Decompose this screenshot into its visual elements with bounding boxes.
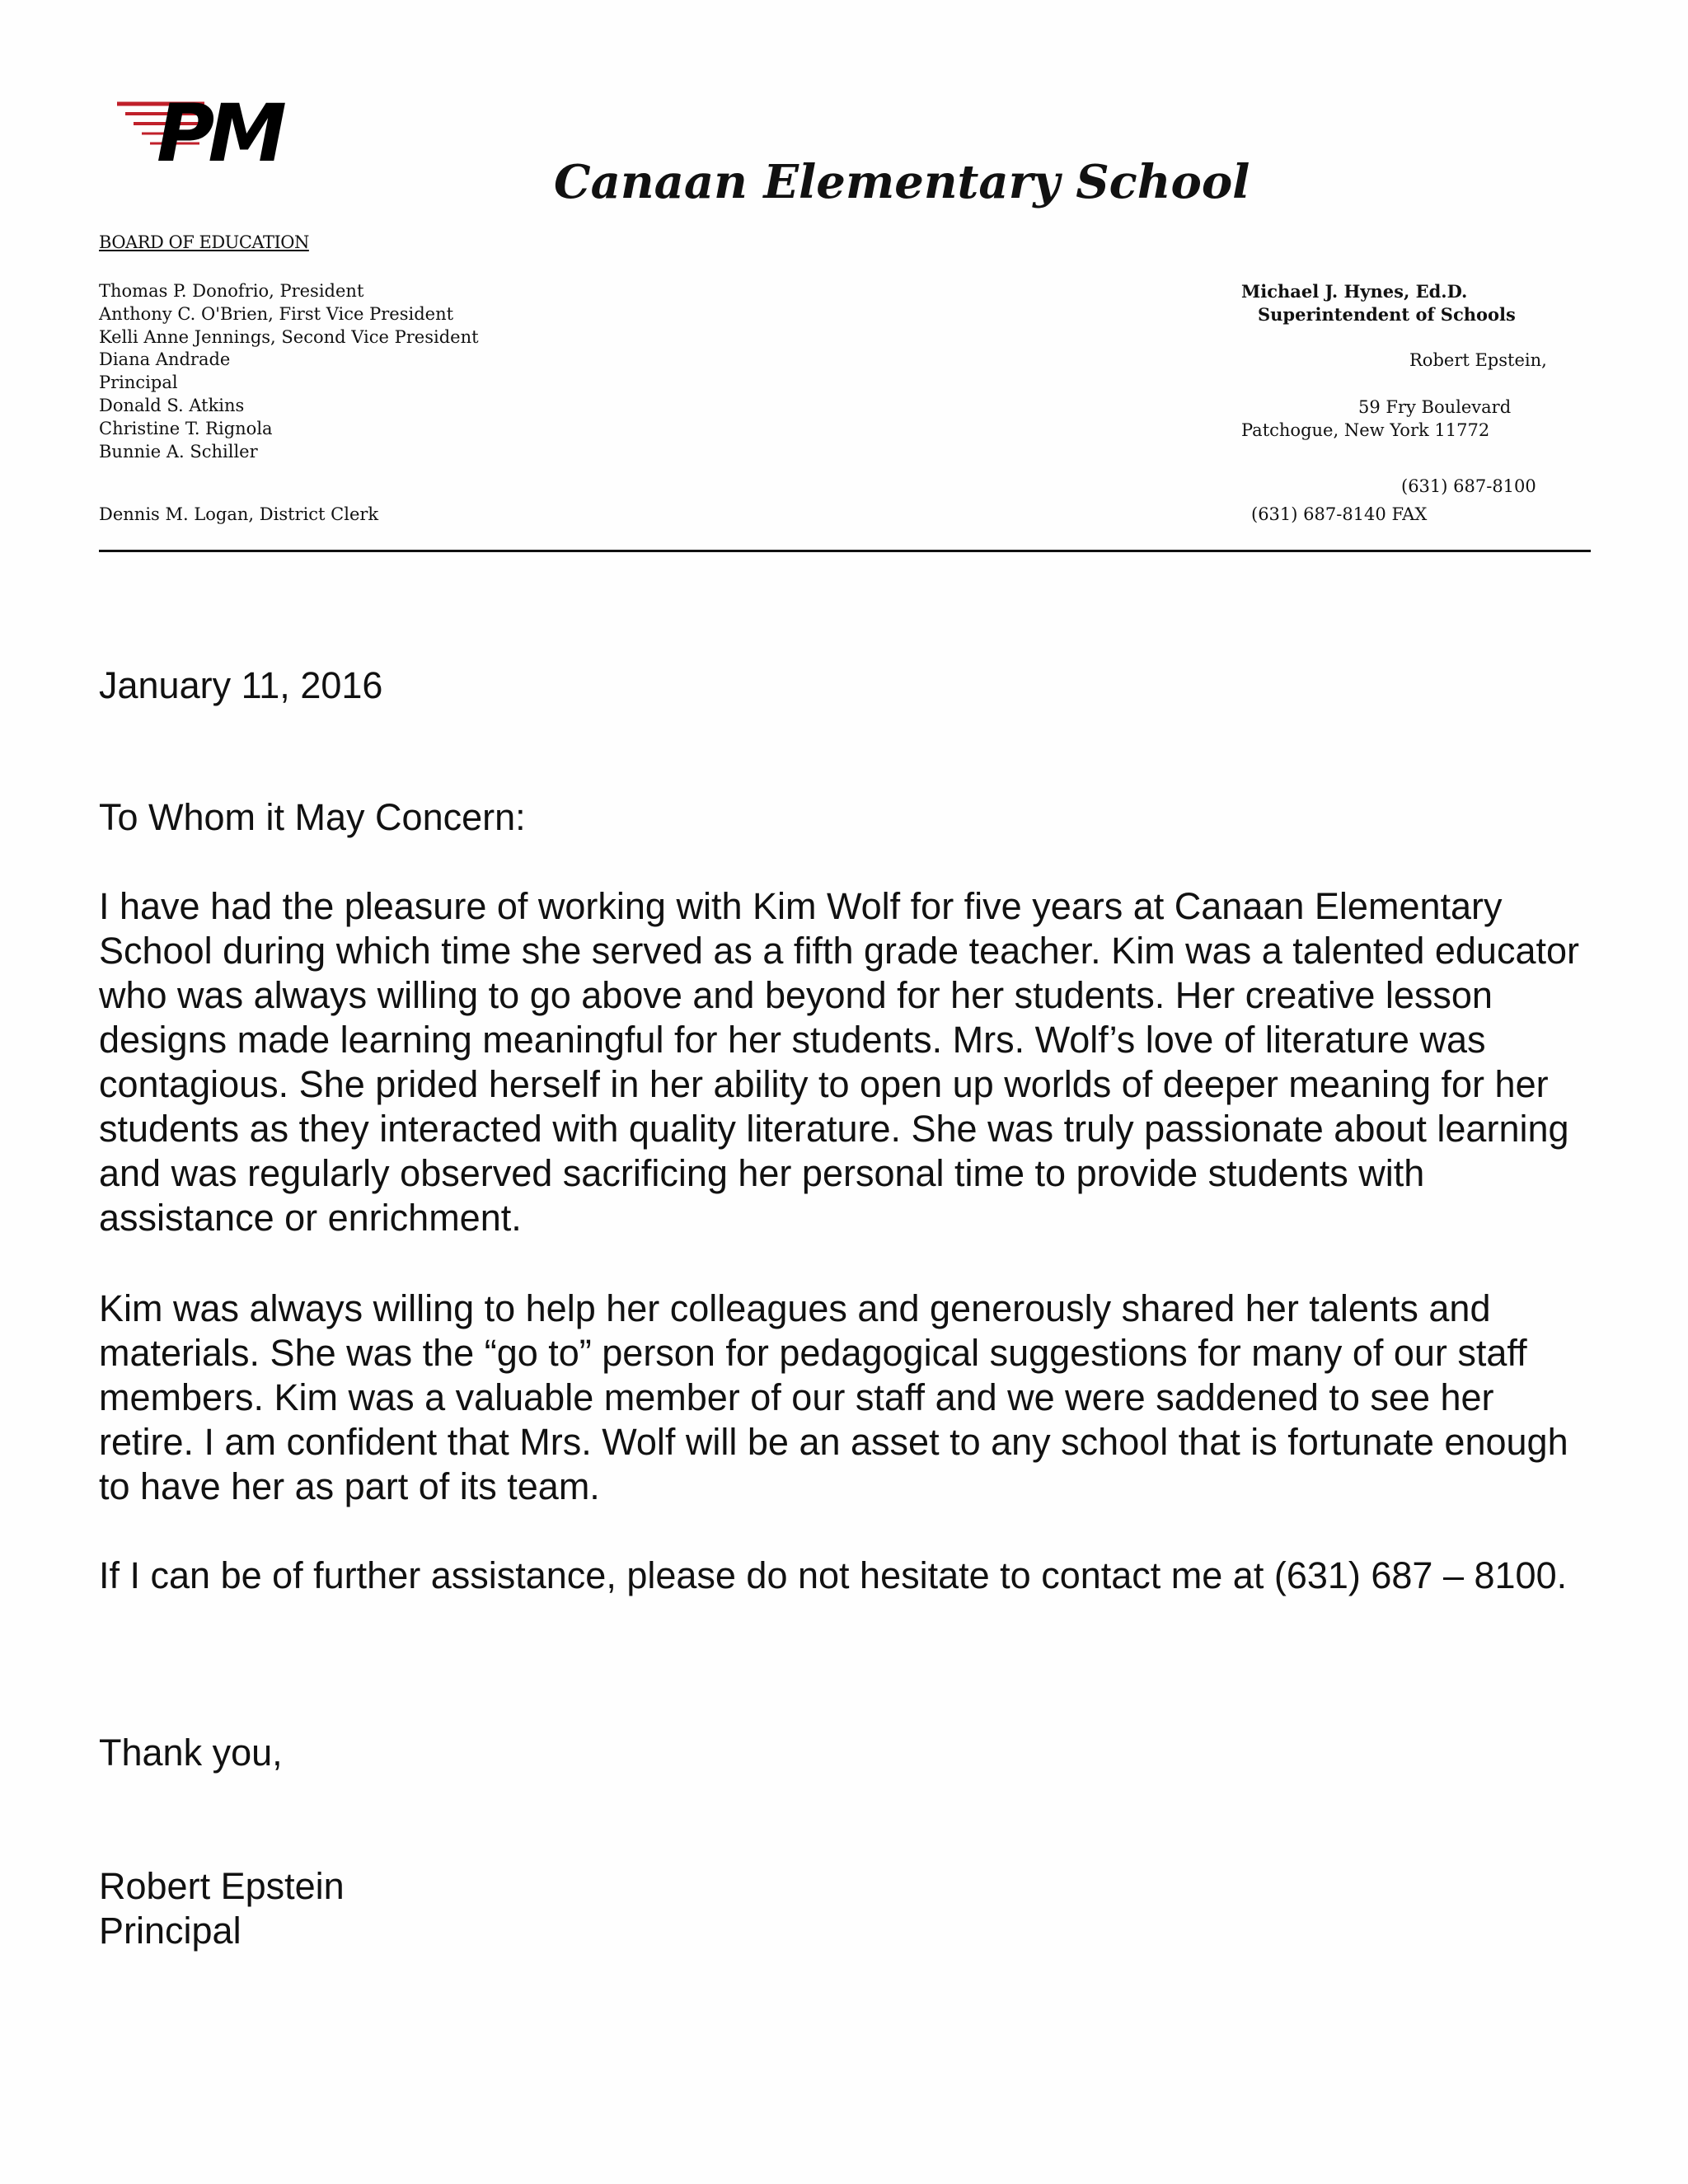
letterhead-divider [99, 550, 1591, 552]
school-name: Canaan Elementary School [554, 155, 1250, 209]
fax-number: (631) 687-8140 FAX [1251, 504, 1428, 524]
phone-number: (631) 687-8100 [1401, 476, 1536, 496]
logo-lettering: PM [157, 87, 280, 180]
board-member: Anthony C. O'Brien, First Vice President [99, 303, 454, 324]
signer-name: Robert Epstein [99, 1865, 345, 1907]
board-member: Thomas P. Donofrio, President [99, 281, 364, 301]
principal-name: Robert Epstein, [1409, 350, 1547, 370]
board-member: Principal [99, 373, 178, 393]
board-member-list [99, 280, 479, 463]
board-member: Christine T. Rignola [99, 418, 273, 438]
letter-paragraph [99, 884, 1599, 1240]
salutation: To Whom it May Concern: [99, 796, 526, 838]
board-title: BOARD OF EDUCATION [99, 232, 309, 252]
paragraph-text: Kim was always willing to help her colleagues and generously shared her talents and materials. She was the “go to” person for pedagogical suggestions for many of our staff members. Kim was a valuable member of our staff and we were saddened to see her retire. I am confident that Mrs. Wolf will be an asset to any school that is fortunate enough to have her as part of its team. [99, 1287, 1568, 1507]
district-logo [114, 87, 328, 180]
superintendent-name: Michael J. Hynes, Ed.D. [1241, 281, 1468, 302]
board-member: Diana Andrade [99, 349, 231, 370]
signer-title: Principal [99, 1910, 241, 1952]
paragraph-text: I have had the pleasure of working with Kim Wolf for five years at Canaan Elementary School during which time she served as a fifth grade teacher. Kim was a talented educator who was always willing to go above and beyond for her students. Her creative lesson designs made learning meaningful for her students. Mrs. Wolf’s love of literature was contagious. She prided herself in her ability to open up worlds of deeper meaning for her students as they interacted with quality literature. She was truly passionate about learning and was regularly observed sacrificing her personal time to provide students with assistance or enrichment. [99, 885, 1580, 1239]
board-member: Kelli Anne Jennings, Second Vice President [99, 326, 479, 347]
letter-paragraph [99, 1554, 1599, 1598]
superintendent-title: Superintendent of Schools [1258, 304, 1516, 325]
street-address: 59 Fry Boulevard [1358, 397, 1512, 417]
city-address: Patchogue, New York 11772 [1241, 420, 1490, 440]
board-member: Donald S. Atkins [99, 395, 245, 415]
board-member: Bunnie A. Schiller [99, 441, 258, 462]
letter-date: January 11, 2016 [99, 664, 383, 706]
district-clerk: Dennis M. Logan, District Clerk [99, 504, 379, 524]
paragraph-text: If I can be of further assistance, please do not hesitate to contact me at (631) 687 – 8100. [99, 1554, 1568, 1596]
letter-paragraph [99, 1286, 1599, 1509]
closing: Thank you, [99, 1732, 283, 1774]
